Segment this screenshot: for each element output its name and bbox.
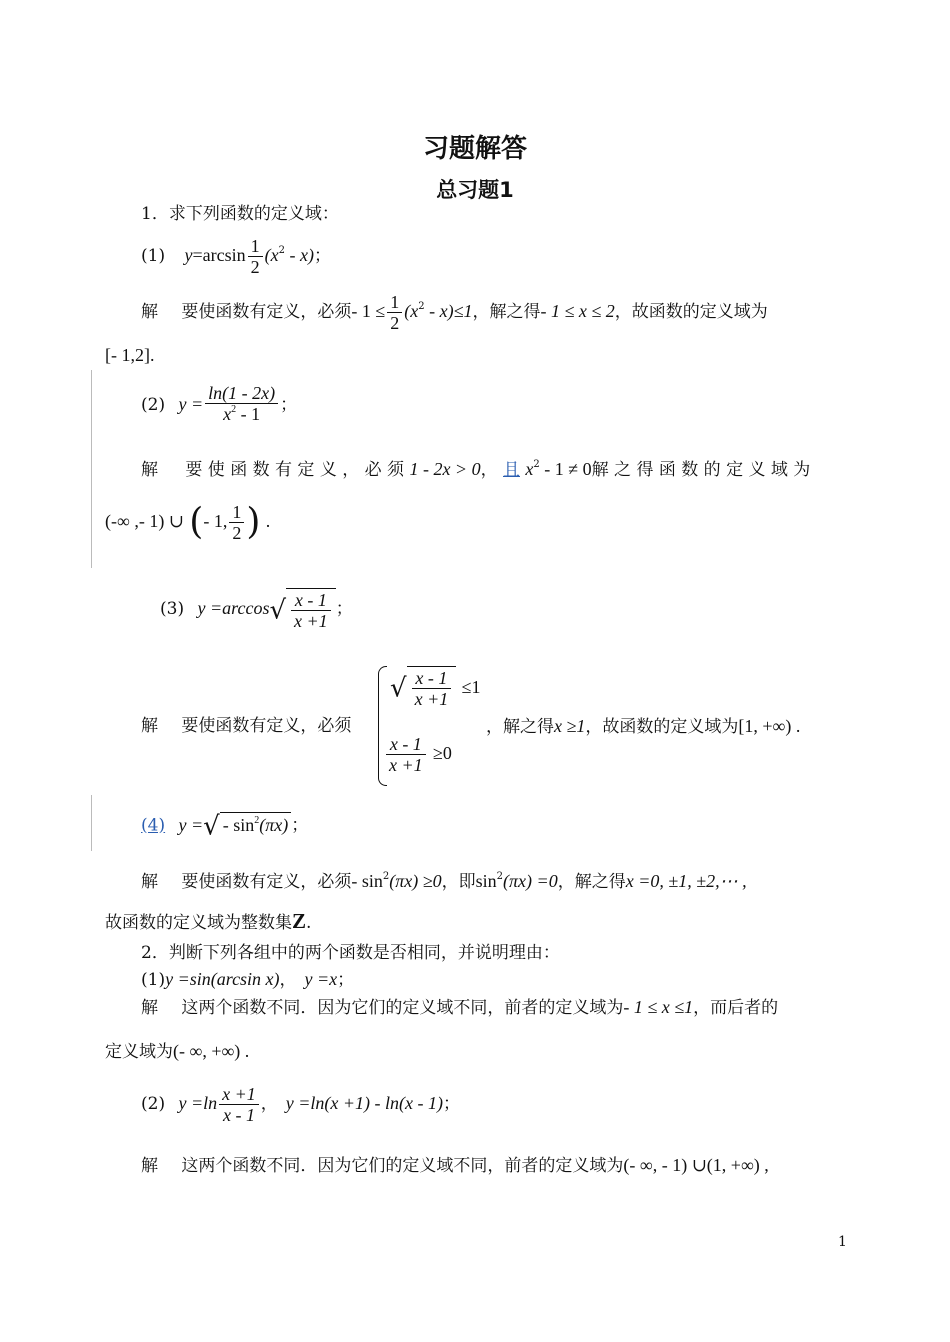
change-bar	[91, 370, 92, 568]
link-and[interactable]: 且	[503, 460, 520, 480]
solution-2-1: 解 这两个函数不同．因为它们的定义域不同，前者的定义域为- 1 ≤ x ≤1，而后者的	[141, 997, 779, 1018]
solution-1-3: 解 要使函数有定义，必须	[141, 716, 352, 736]
math-expr: =arcsin	[192, 245, 246, 265]
solution-label: 解	[141, 872, 158, 892]
solution-2-2: 解 这两个函数不同．因为它们的定义域不同，前者的定义域为(- ∞, - 1) ∪(1, +∞) ,	[141, 1155, 769, 1176]
solution-1-3-tail: ，解之得x ≥1，故函数的定义域为[1, +∞) .	[486, 716, 801, 737]
solution-label: 解	[141, 302, 158, 322]
problem-2-2: (2) y =ln $\frac{x +1}{x - 1}$ ， y =ln(x +1) - ln(x - 1)；	[141, 1084, 461, 1125]
problem-1-3: (3) y =arccos√ $\frac{x - 1}{x +1}$ ；	[160, 590, 353, 631]
math-var: y	[184, 245, 193, 265]
question-1-number: 1．	[141, 204, 169, 224]
problem-label: (1)	[141, 246, 166, 266]
question-1	[141, 203, 339, 225]
change-bar	[91, 795, 92, 851]
page-subtitle: 总习题1	[436, 178, 514, 202]
problem-label-link[interactable]: (4)	[141, 815, 166, 836]
fraction: $\frac{\ln(1 - 2x)}{x^2 - 1}$	[205, 383, 278, 428]
problem-label: (2)	[141, 395, 166, 415]
solution-label: 解	[141, 460, 158, 480]
solution-label: 解	[141, 716, 158, 736]
page-number: 1	[838, 1234, 847, 1250]
solution-1-2-result: (-∞ ,- 1) ∪ (- 1, $\frac{1}{2}$ ) .	[105, 501, 271, 543]
solution-1-4: 解 要使函数有定义，必须- $\sin^2(\pi x) \ge 0$，即$\sin^2(\pi x) =0$，解之得x =0, ±1, ±2,⋯ ,	[141, 871, 747, 892]
condition-2: $\frac{x - 1}{x +1}$ ≥0	[384, 734, 452, 775]
solution-label: 解	[141, 998, 158, 1018]
question-1-text: 求下列函数的定义域：	[168, 204, 339, 224]
solution-label: 解	[141, 1156, 158, 1176]
problem-1-4: (4) y =√ - $\sin^2(\pi x)$ ；	[141, 811, 309, 842]
question-2: 2．判断下列各组中的两个函数是否相同，并说明理由：	[141, 943, 560, 963]
square-root: √ $\frac{x - 1}{x +1}$	[269, 588, 335, 631]
solution-2-1-line2: 定义域为(- ∞, +∞) .	[105, 1041, 250, 1062]
problem-1-2: (2) y = $\frac{\ln(1 - 2x)}{x^2 - 1}$ ；	[141, 383, 297, 428]
solution-1-1: 解 要使函数有定义，必须- 1 ≤ $\frac{1}{2}$ $(x^2 - x)\le 1$，解之得- 1 ≤ x ≤ 2，故函数的定义域为	[141, 292, 768, 333]
page-title: 习题解答	[422, 134, 527, 164]
problem-2-1: (1)y =sin(arcsin x)， y =x；	[141, 969, 355, 990]
fraction: $\frac{1}{2}$	[248, 236, 263, 277]
solution-1-2: 解 要 使 函 数 有 定 义 ， 必 须 1 - 2x > 0， 且 $x^2 - 1 \ne 0$解 之 得 函 数 的 定 义 域 为	[141, 459, 811, 480]
solution-1-1-result: [- 1,2].	[105, 345, 155, 365]
solution-1-4-line2: 故函数的定义域为整数集Z.	[105, 909, 312, 933]
problem-label: (3)	[160, 599, 185, 619]
condition-1: √ $\frac{x - 1}{x +1}$ ≤1	[390, 668, 481, 709]
problem-1-1: (1) y=arcsin $\frac{1}{2}$ $(x^2 - x)$；	[141, 236, 331, 277]
